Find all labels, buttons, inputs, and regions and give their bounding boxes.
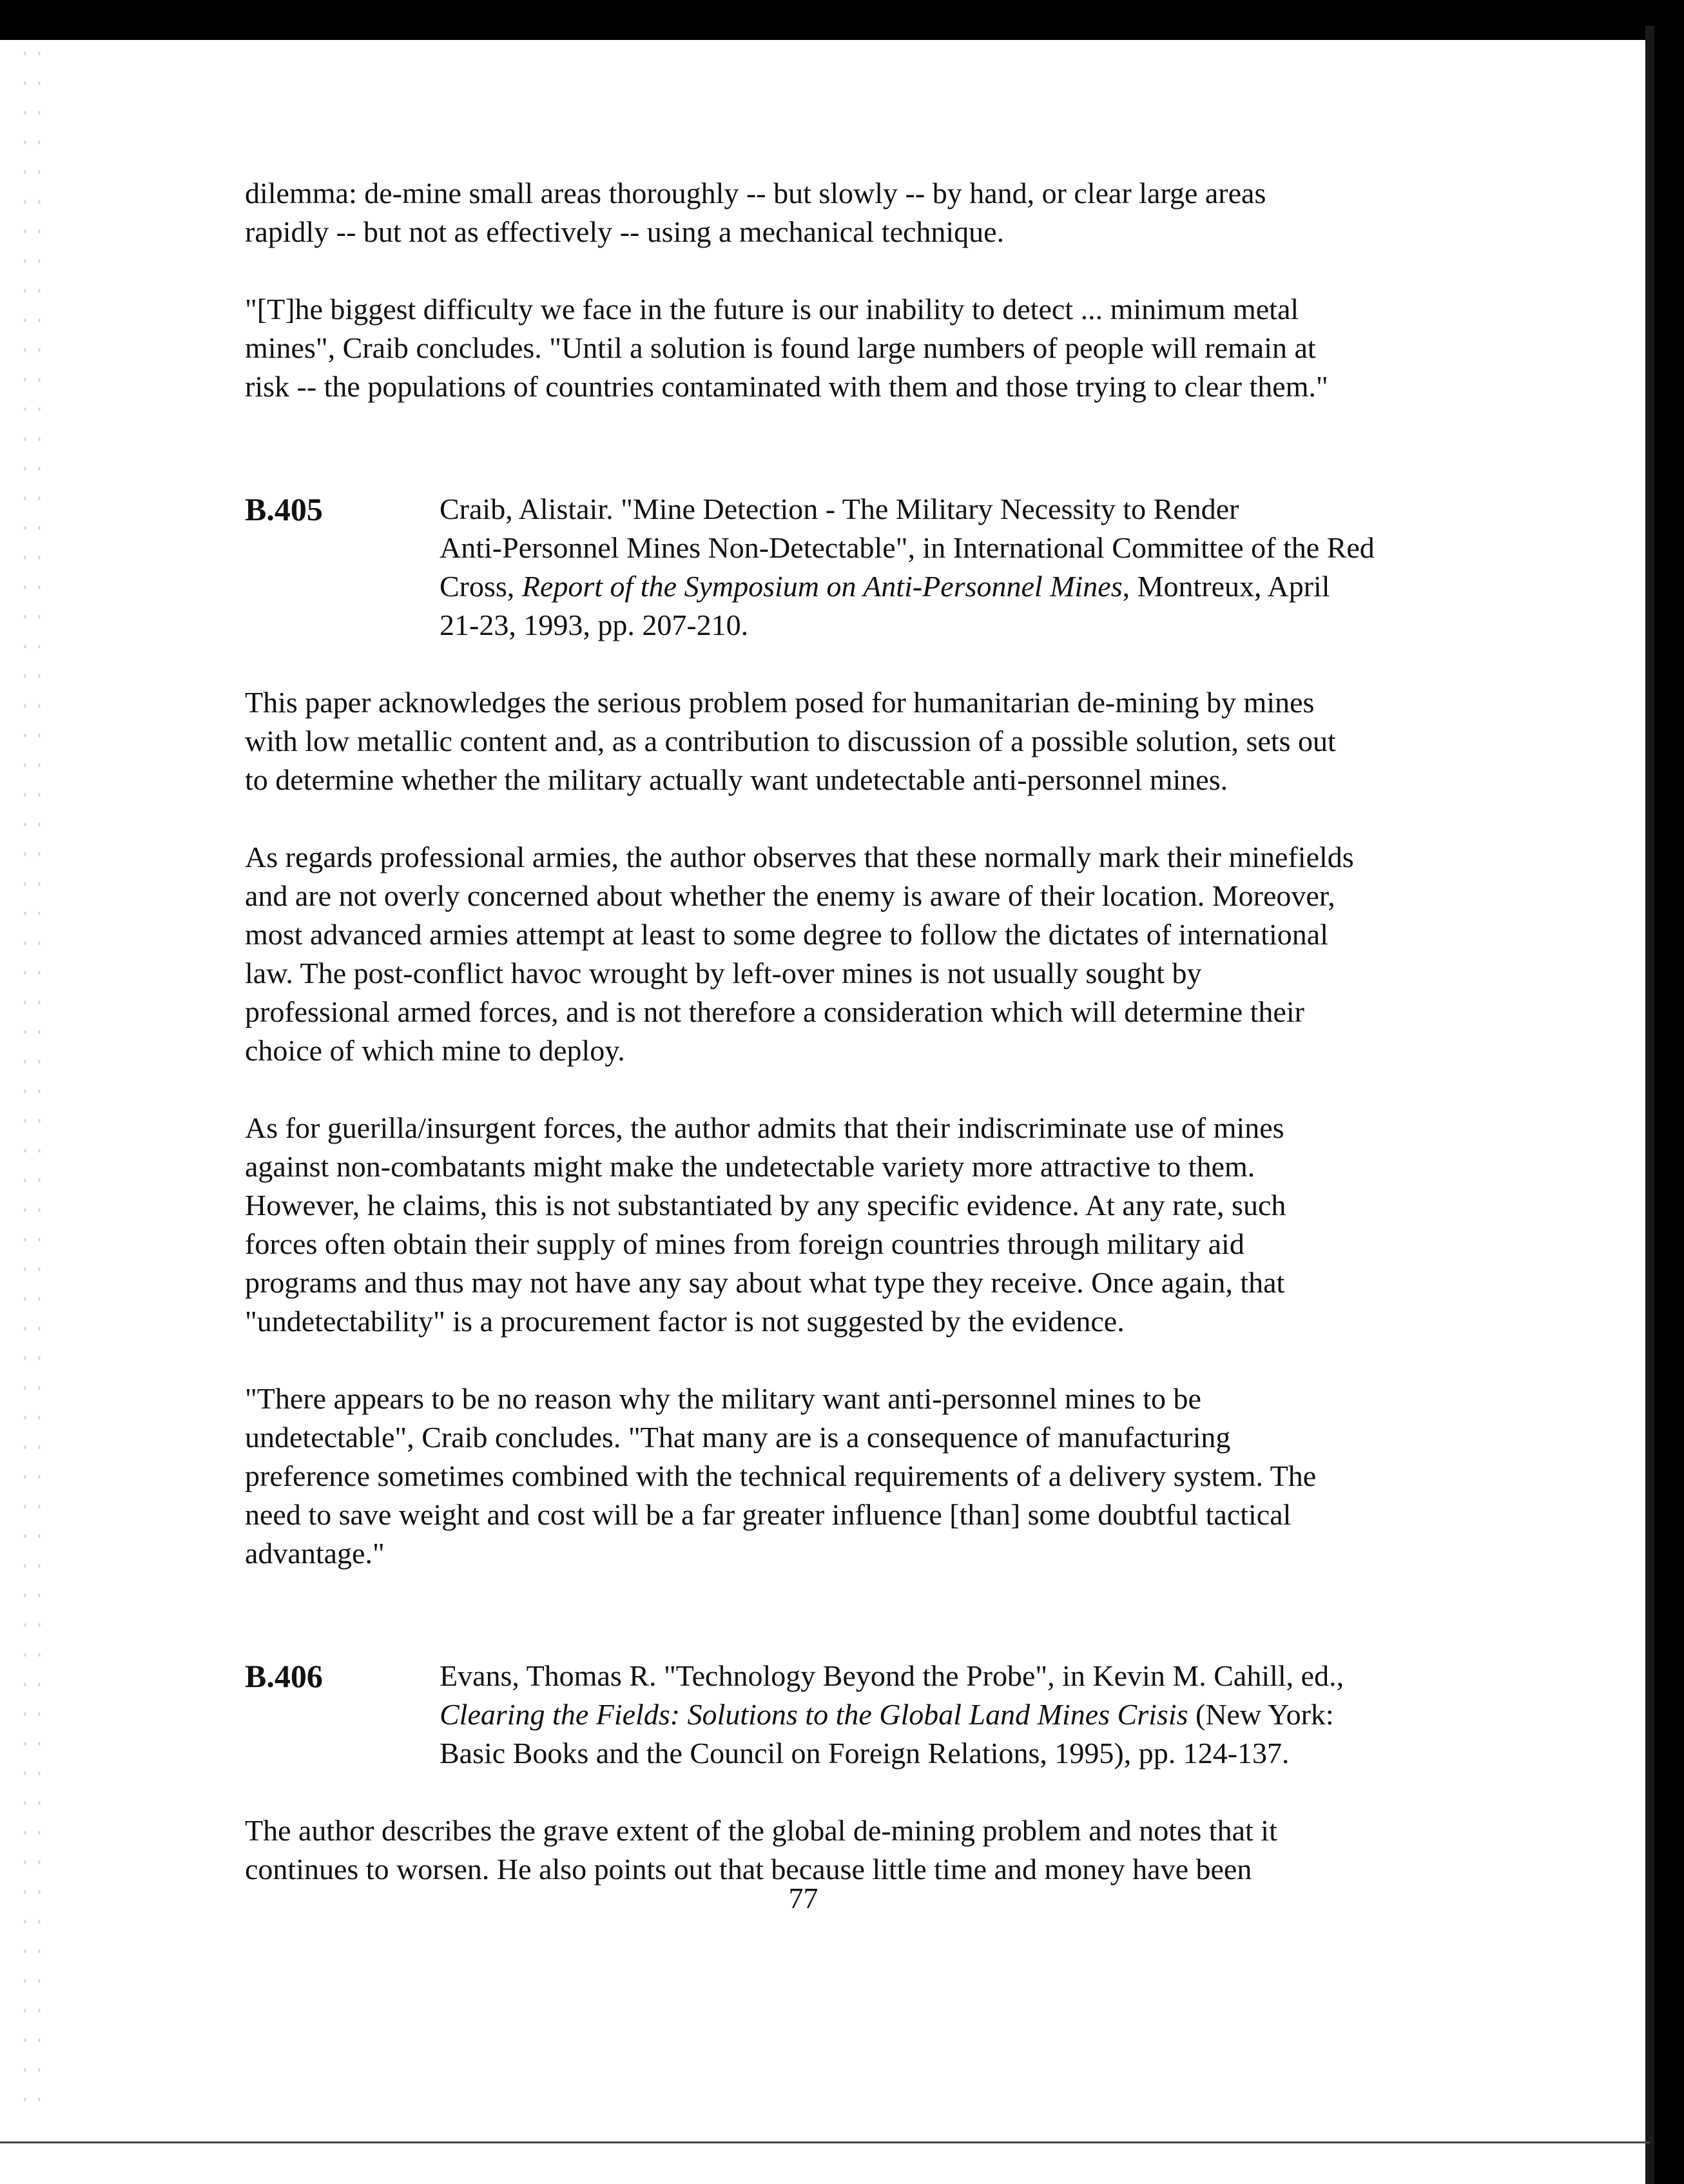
paragraph-b406-1: The author describes the grave extent of the global de-mining problem and notes that it continues to worsen. He also points out that because little time and money have been xyxy=(245,1814,1277,1886)
entry-citation xyxy=(440,490,1508,645)
entry-id: B.406 xyxy=(245,1658,323,1694)
paragraph-b405-1: This paper acknowledges the serious problem posed for humanitarian de-mining by mines with low metallic content and, as a contribution to discussion of a possible solution, sets out to determine whether the military actually want undetectable anti-personnel mines. xyxy=(245,686,1336,796)
scan-border-right xyxy=(1654,0,1684,2184)
scan-border-right-inner xyxy=(1645,26,1654,2184)
scan-border-top xyxy=(0,0,1684,40)
citation-text: Craib, Alistair. "Mine Detection - The Military Necessity to Render Anti-Personnel Mines Non-Detectable", in International Committee of the Red Cross, xyxy=(440,492,1375,603)
paragraph-dilemma: dilemma: de-mine small areas thoroughly -- but slowly -- by hand, or clear large areas rapidly -- but not as effectively -- using a mechanical technique. xyxy=(245,177,1266,248)
page-content xyxy=(245,174,1508,1927)
bibliography-entry-b406 xyxy=(245,1657,1508,1773)
citation-text: Evans, Thomas R. "Technology Beyond the Probe", in Kevin M. Cahill, ed., xyxy=(440,1659,1344,1692)
citation-text-end: , Montreux, April 21-23, 1993, pp. 207-210. xyxy=(440,570,1330,641)
entry-id: B.405 xyxy=(245,491,323,527)
citation-text-end: (New York: Basic Books and the Council on Foreign Relations, 1995), pp. 124-137. xyxy=(440,1698,1334,1770)
paragraph-b405-4: "There appears to be no reason why the military want anti-personnel mines to be undetectable", Craib concludes. "That many are is a consequence of manufacturing preference sometimes combined with the technical requirements of a delivery system. The need to save weight and cost will be a far greater influence [than] some doubtful tactical advantage." xyxy=(245,1382,1317,1570)
paragraph-b405-2: As regards professional armies, the author observes that these normally mark their minefields and are not overly concerned about whether the enemy is aware of their location. Moreover, most advanced armies attempt at least to some degree to follow the dictates of international law. The post-conflict havoc wrought by left-over mines is not usually sought by professional armed forces, and is not therefore a consideration which will determine their choice of which mine to deploy. xyxy=(245,841,1354,1067)
citation-title-italic: Report of the Symposium on Anti-Personnel Mines xyxy=(521,570,1123,603)
scan-margin-specks xyxy=(18,39,44,2101)
citation-title-italic: Clearing the Fields: Solutions to the Global Land Mines Crisis xyxy=(440,1698,1188,1731)
page-number: 77 xyxy=(788,1882,818,1915)
bibliography-entry-b405 xyxy=(245,490,1508,645)
scan-page-edge xyxy=(0,2141,1650,2147)
entry-citation xyxy=(440,1657,1508,1773)
paragraph-b405-3: As for guerilla/insurgent forces, the author admits that their indiscriminate use of mines against non-combatants might make the undetectable variety more attractive to them. However, he claims, this is not substantiated by any specific evidence. At any rate, such forces often obtain their supply of mines from foreign countries through military aid programs and thus may not have any say about what type they receive. Once again, that "undetectability" is a procurement factor is not suggested by the evidence. xyxy=(245,1111,1286,1338)
paragraph-craib-quote: "[T]he biggest difficulty we face in the future is our inability to detect ... minimum metal mines", Craib concludes. "Until a solution is found large numbers of people will remain at risk -- the populations of countries contaminated with them and those trying to clear them." xyxy=(245,293,1328,403)
